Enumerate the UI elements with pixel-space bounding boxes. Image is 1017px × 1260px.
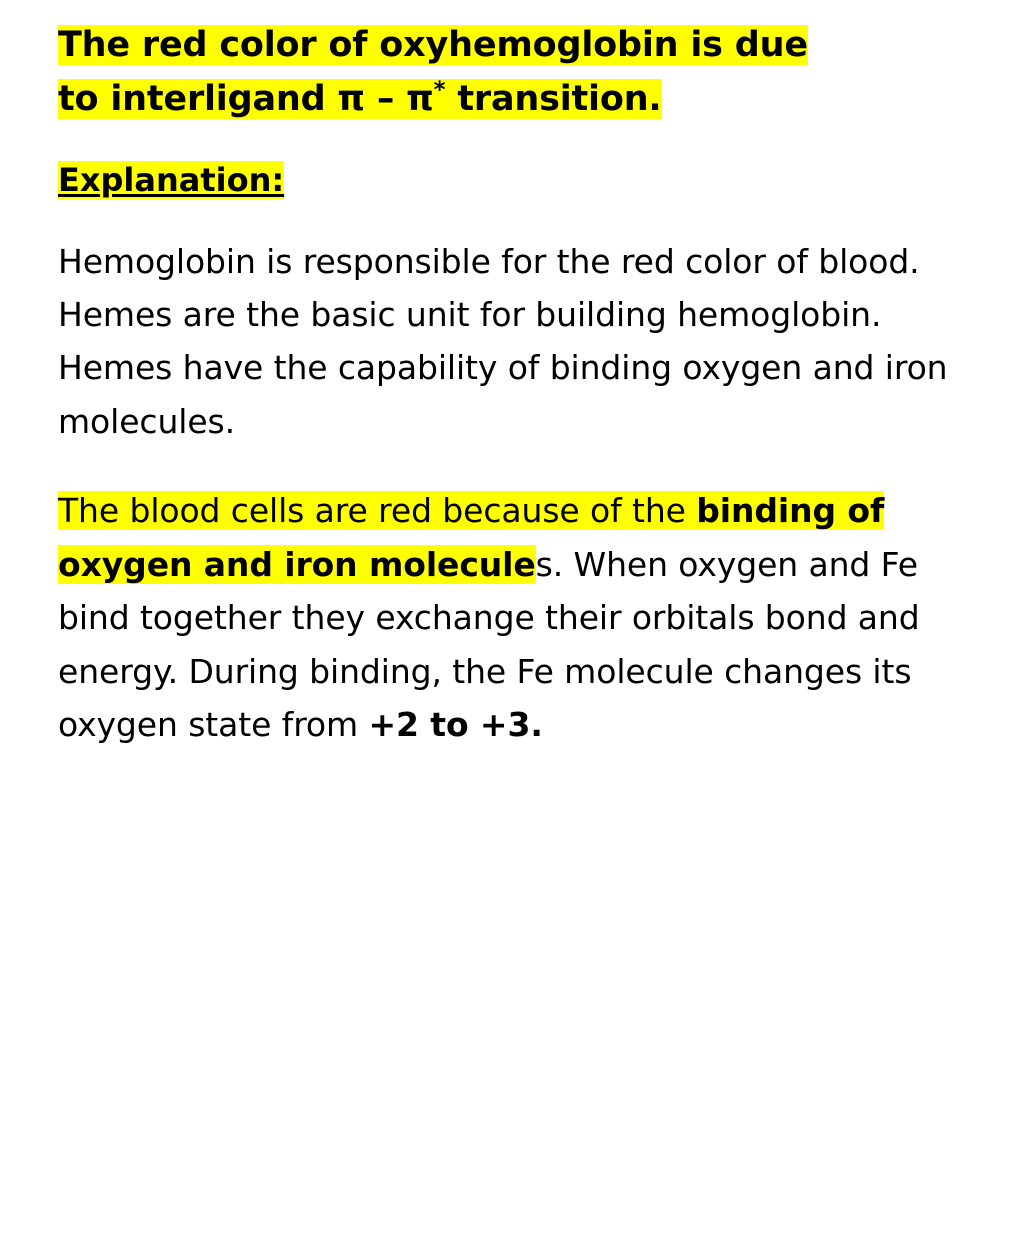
- pi-star-superscript: *: [433, 77, 446, 104]
- paragraph-blood-cells-rest: s. When oxygen and Fe bind together they exchange their orbitals bond and energy. During binding, the Fe molecule changes its oxygen state from: [58, 544, 920, 745]
- highlighted-phrase-plain: The blood cells are red because of the: [58, 491, 697, 531]
- answer-statement: [58, 18, 987, 127]
- answer-statement-line-2: [58, 79, 662, 119]
- explanation-heading: [58, 161, 284, 199]
- oxidation-state-bold: +2 to +3.: [368, 705, 543, 745]
- highlighted-phrase-bold: binding of oxygen and iron molecule: [58, 491, 885, 584]
- answer-statement-line-2-tail: transition.: [445, 79, 662, 120]
- answer-statement-line-1: The red color of oxyhemoglobin is due: [58, 25, 808, 65]
- explanation-heading-label: Explanation:: [58, 160, 285, 199]
- answer-statement-line-2-text: to interligand π – π: [58, 79, 434, 120]
- paragraph-hemoglobin: Hemoglobin is responsible for the red color of blood. Hemes are the basic unit for building hemoglobin. Hemes have the capability of binding oxygen and iron molecules.: [58, 241, 948, 441]
- paragraph-blood-cells: [58, 484, 963, 751]
- explanation-heading-row: [58, 161, 987, 235]
